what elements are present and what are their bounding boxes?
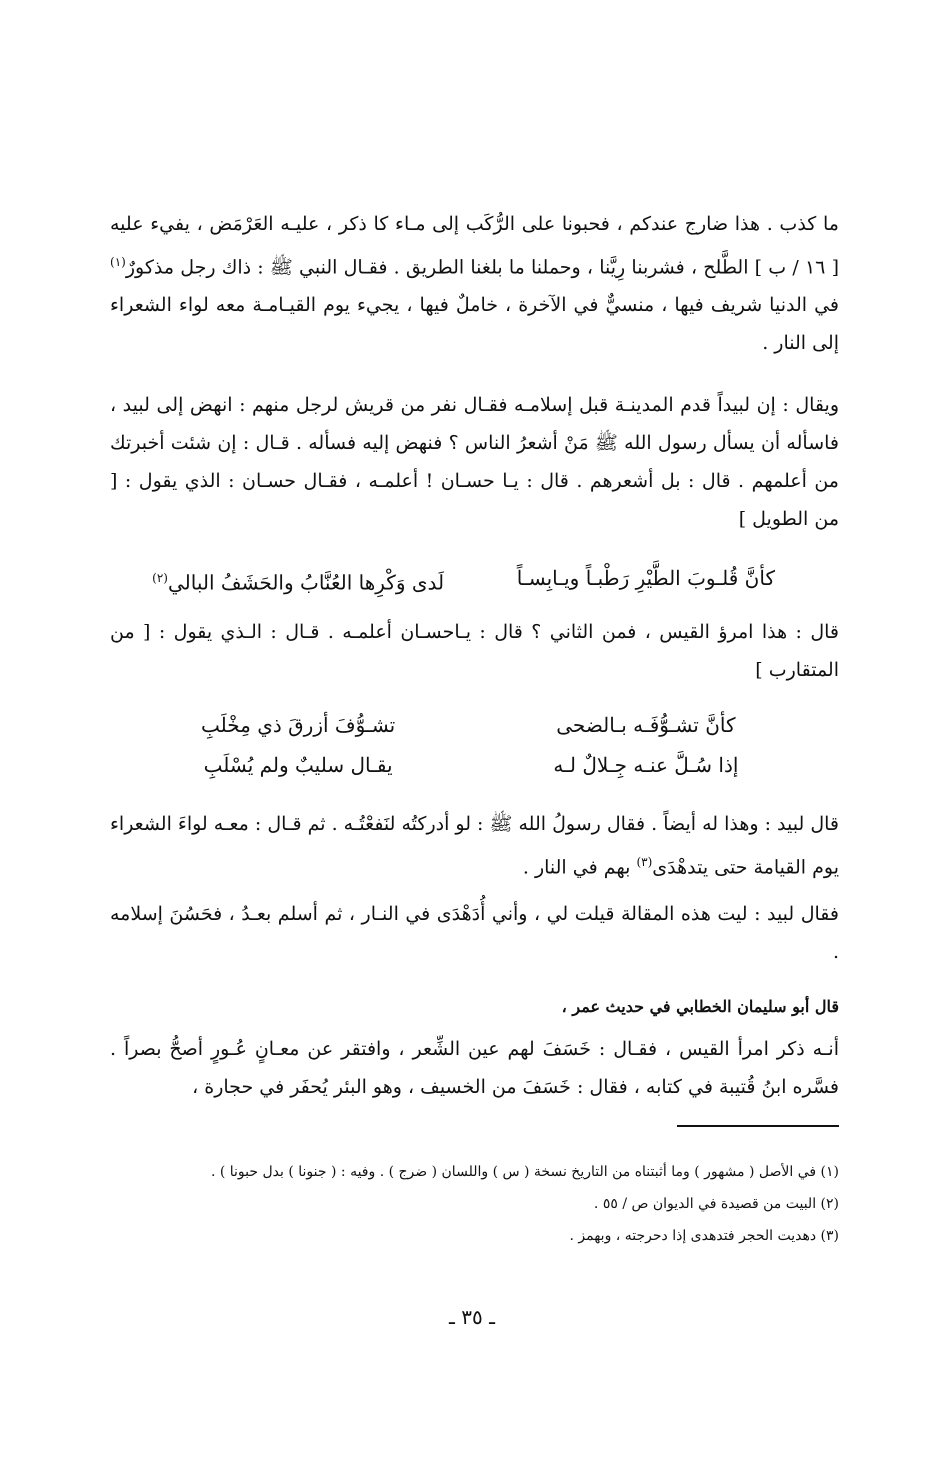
verse-1-second-text: لَدى وَكْرِها العُنَّابُ والحَشَفُ البالي [167, 570, 445, 595]
paragraph-4-text: قال لبيد : وهذا له أيضاً . فقال رسولُ الله ﷺ : لو أدركتُه لنَفعْتُـه . ثم قـال : معـه لواءَ الشعراء يوم القيامة حتى يتدهْدَى [109, 813, 839, 879]
paragraph-2-text: ويقال : إن لبيداً قدم المدينـة قبل إسلامـه فقـال نفر من قريش لرجل منهم : انهض إلى لبيد ، فاسأله أن يسأل رسول الله ﷺ مَنْ أشعرُ الناس ؟ فنهض إليه فسأله . قـال : إن شئت أخبرتك من أعلمهم . قال : بل أشعرهم . قال : يـا حسـان ! أعلمـه ، فقـال حسـان : الذي يقول : [ من الطويل ] [110, 394, 839, 530]
paragraph-3 [110, 613, 839, 689]
footnote-separator [677, 1125, 839, 1127]
verse-block-2 [150, 705, 794, 785]
paragraph-5 [110, 895, 839, 971]
paragraph-1-text-rest: في الدنيا شريف فيها ، منسيٌّ في الآخرة ، خاملٌ فيها ، يجيء يوم القيـامـة معه لواء الشعراء إلى النار . [110, 294, 839, 355]
paragraph-4 [110, 805, 839, 886]
paragraph-1-text: ما كذب . هذا ضارج عندكم ، فحبونا على الرُّكَب إلى مـاء كا ذكر ، عليـه العَرْمَض ، يفيء عليه [ ١٦ / ب ] الطَّلح ، فشربنا رِيَّنا ، وحملنا ما بلغنا الطريق . فقـال النبي ﷺ : ذاك رجل مذكورٌ [110, 213, 839, 279]
verse-2-first-hemistich: كأنَّ تشـوُّفَـه بـالضحى [556, 713, 736, 737]
footnote-ref-3: (٣) [636, 855, 653, 869]
verse-3-second-hemistich: يقـال سليبٌ ولم يُسْلَبِ [203, 753, 393, 777]
verse-1-second-hemistich [150, 558, 446, 598]
paragraph-6 [110, 1030, 839, 1106]
verse-line-1 [150, 558, 794, 598]
footnote-ref-2: (٢) [152, 571, 168, 585]
paragraph-3-text: قال : هذا امرؤ القيس ، فمن الثاني ؟ قال : يـاحسـان أعلمـه . قـال : الـذي يقول : [ من المتقارب ] [110, 621, 839, 681]
paragraph-2 [110, 386, 839, 538]
verse-line-2 [150, 705, 794, 745]
footnote-2: (٢) البيت من قصيدة في الديوان ص / ٥٥ . [593, 1196, 839, 1212]
paragraph-6-text: أنـه ذكر امرأ القيس ، فقـال : خَسَفَ لهم عين الشِّعر ، وافتقر عن معـانٍ عُـورٍ أصحُّ بصراً . فسَّره ابنُ قُتيبة في كتابه ، فقال : خَسَفَ من الخسيف ، وهو البئر يُحفَر في حجارة ، [110, 1038, 839, 1098]
footnotes [110, 1158, 839, 1254]
footnote-1: (١) في الأصل ( مشهور ) وما أثبتناه من التاريخ نسخة ( س ) واللسان ( ضرج ) . وفيه : ( جنونا ) بدل حبونا ) . [210, 1164, 839, 1180]
footnote-ref-1: (١) [110, 255, 126, 269]
paragraph-4-text-rest: بهم في النار . [522, 856, 637, 879]
verse-block-1 [150, 558, 794, 598]
verse-3-first-hemistich: إذا سُـلَّ عنـه جِـلالٌ لـه [553, 753, 739, 777]
verse-1-first-hemistich: كأنَّ قُلـوبَ الطَّيْرِ رَطْبـاً ويـابِسـاً [516, 566, 775, 590]
footnote-3: (٣) دهديت الحجر فتدهدى إذا دحرجته ، وبهمز . [569, 1228, 839, 1244]
section-heading: قال أبو سليمان الخطابي في حديث عمر ، [561, 997, 839, 1016]
paragraph-1 [110, 205, 839, 362]
verse-line-3 [150, 745, 794, 785]
page-number: ـ ٣٥ ـ [449, 1305, 495, 1329]
paragraph-5-text: فقال لبيد : ليت هذه المقالة قيلت لي ، وأني أُدَهْدَى في النـار ، ثم أسلم بعـدُ ، فحَسُنَ إسلامه . [110, 903, 839, 963]
verse-2-second-hemistich: تشـوُّفَ أزرقَ ذي مِخْلَبِ [200, 713, 396, 737]
